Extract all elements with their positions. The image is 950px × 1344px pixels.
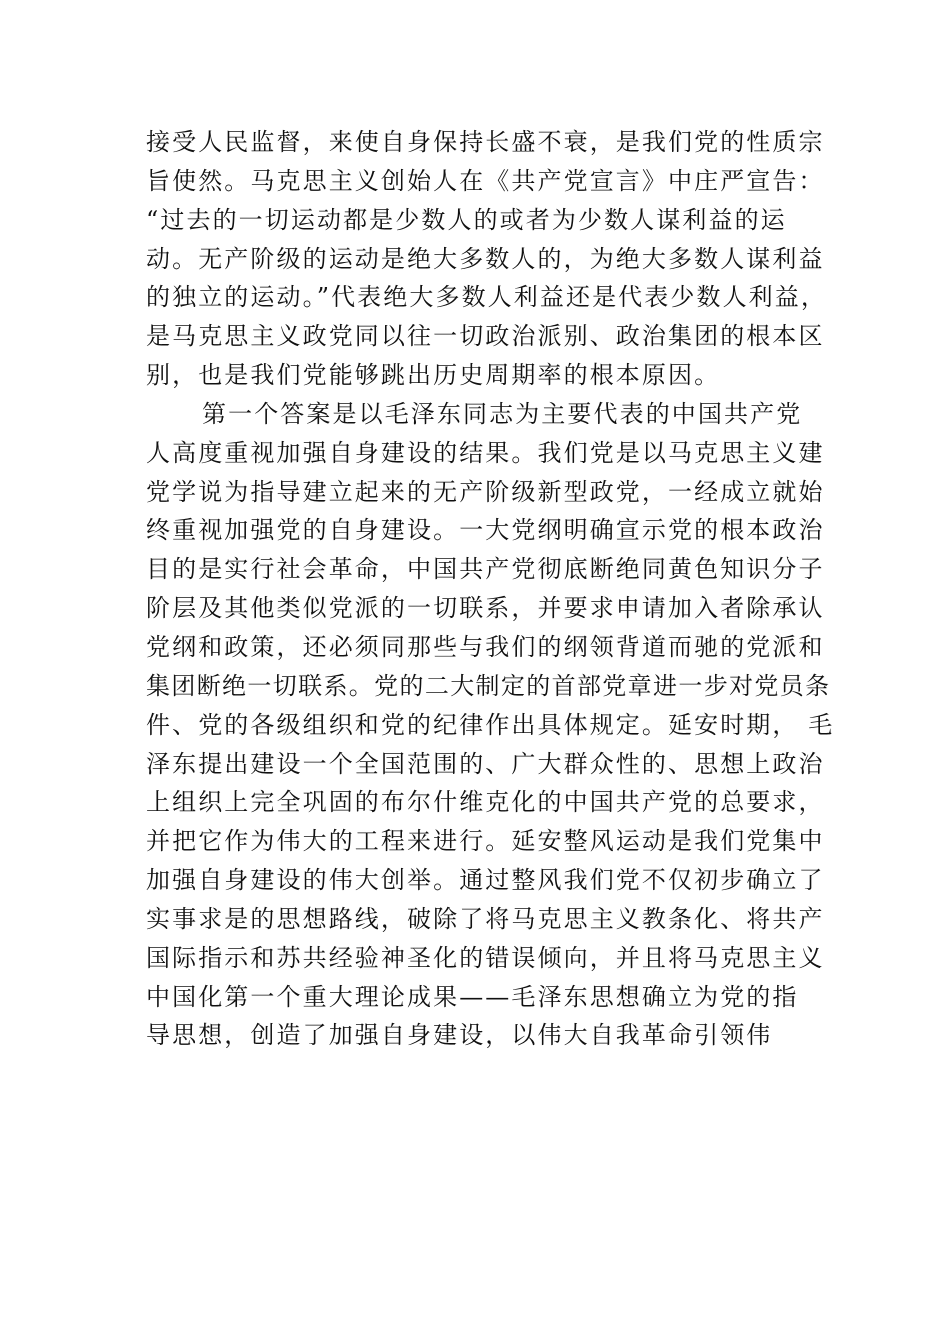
paragraph-start-line: 第一个答案是以毛泽东同志为主要代表的中国共产党: [202, 399, 803, 428]
text-line: 并把它作为伟大的工程来进行。延安整风运动是我们党集中: [146, 827, 825, 856]
text-line: 是马克思主义政党同以往一切政治派别、政治集团的根本区: [146, 322, 825, 351]
text-line: 实事求是的思想路线，破除了将马克思主义教条化、将共产: [146, 904, 825, 933]
text-line: 阶层及其他类似党派的一切联系，并要求申请加入者除承认: [146, 594, 825, 623]
text-line: 目的是实行社会革命，中国共产党彻底断绝同黄色知识分子: [146, 555, 825, 584]
text-line: 终重视加强党的自身建设。一大党纲明确宣示党的根本政治: [146, 516, 825, 545]
text-line: “过去的一切运动都是少数人的或者为少数人谋利益的运: [146, 205, 787, 234]
text-line: 国际指示和苏共经验神圣化的错误倾向，并且将马克思主义: [146, 943, 825, 972]
text-line: 别，也是我们党能够跳出历史周期率的根本原因。: [146, 361, 721, 390]
text-line: 接受人民监督，来使自身保持长盛不衰，是我们党的性质宗: [146, 128, 825, 156]
text-line: 加强自身建设的伟大创举。通过整风我们党不仅初步确立了: [146, 866, 825, 895]
text-line: 上组织上完全巩固的布尔什维克化的中国共产党的总要求，: [146, 788, 825, 817]
text-line: 人高度重视加强自身建设的结果。我们党是以马克思主义建: [146, 438, 825, 467]
text-line: 中国化第一个重大理论成果——毛泽东思想确立为党的指: [146, 982, 799, 1011]
text-line: 集团断绝一切联系。党的二大制定的首部党章进一步对党员条: [146, 671, 831, 700]
text-line: 导思想，创造了加强自身建设，以伟大自我革命引领伟: [146, 1021, 773, 1050]
text-line: 动。无产阶级的运动是绝大多数人的，为绝大多数人谋利益: [146, 244, 825, 273]
text-line: 党学说为指导建立起来的无产阶级新型政党，一经成立就始: [146, 477, 825, 506]
text-line: 泽东提出建设一个全国范围的、广大群众性的、思想上政治: [146, 749, 825, 778]
text-line: 件、党的各级组织和党的纪律作出具体规定。延安时期， 毛: [146, 710, 835, 739]
body-text: [146, 123, 836, 1055]
text-line: 的独立的运动。”代表绝大多数人利益还是代表少数人利益，: [146, 283, 827, 312]
text-line: 党纲和政策，还必须同那些与我们的纲领背道而驰的党派和: [146, 632, 825, 661]
text-line: 旨使然。马克思主义创始人在《共产党宣言》中庄严宣告：: [146, 166, 825, 195]
